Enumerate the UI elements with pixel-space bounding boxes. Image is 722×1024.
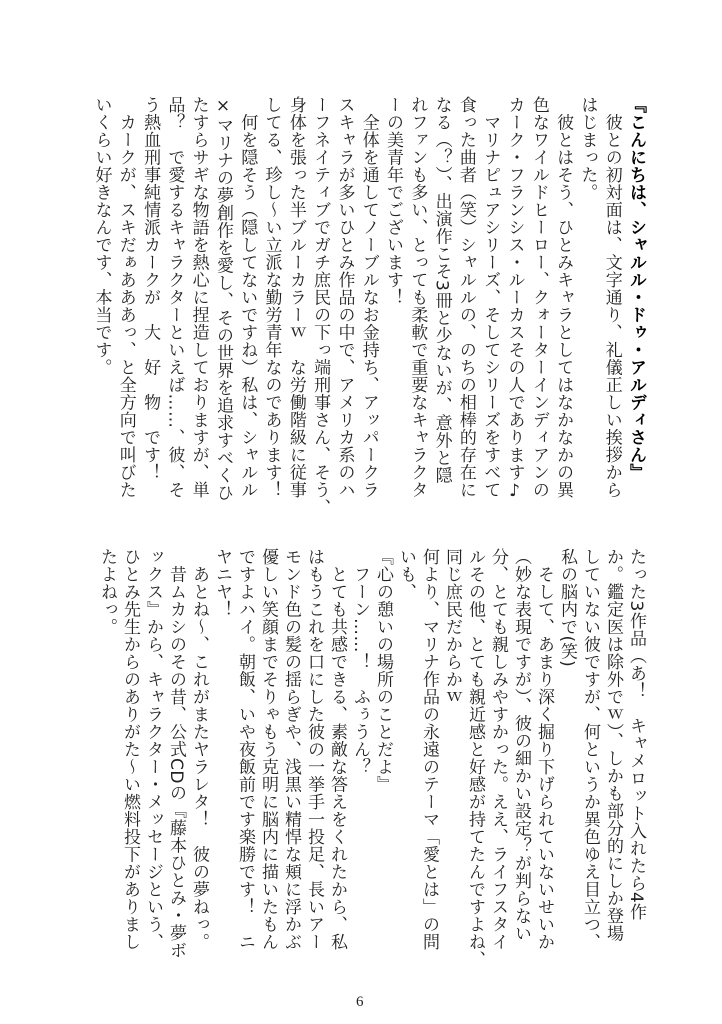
- text-line: 何を隠そう（隠してないですね）私は、シャルル: [237, 96, 258, 499]
- text-line: いも、: [396, 548, 416, 601]
- text-line: ルその他、とても親近感と好感が持てたんですよね、: [465, 548, 485, 968]
- text-line: れファンも多い、とっても柔軟で重要なキャラクタ: [407, 96, 428, 499]
- text-line: う熱血刑事純情派カークが 大 好 物 です！: [140, 96, 161, 481]
- text-line: たった3作品（あ！ キャメロット入れたら4作: [626, 548, 646, 921]
- text-line: 優しい笑顔までそりゃもう克明に脳内に描いたもん: [258, 548, 278, 951]
- text-line: カークが、スキだぁあああっ、と全方向で叫びた: [115, 96, 136, 499]
- text-line: ですよハイ。朝飯、いや夜飯前です楽勝です！ ニ: [235, 548, 255, 951]
- text-line: 分、とても親しみやすかった。ええ、ライフスタイ: [488, 548, 508, 951]
- text-line: スキャラが多いひとみ作品の中で、アメリカ系のハ: [334, 96, 355, 499]
- text-line: 彼との初対面は、文字通り、礼儀正しい挨拶から: [601, 96, 622, 499]
- text-line: ーの美青年でございます！: [383, 96, 404, 306]
- text-line: いくらい好きなんです、本当です。: [91, 96, 112, 376]
- text-line: 『心の憩いの場所のことだよ』: [373, 548, 393, 793]
- text-line: なる（？）、出演作こそ3冊と少ないが、意外と隠: [431, 96, 452, 484]
- text-line: （妙な表現ですが）、彼の細かい設定？が判らない: [511, 548, 531, 942]
- text-line: 同じ庶民だからかｗ: [442, 548, 462, 706]
- article-title: 『こんにちは、シャルル・ドゥ・アルディさん』: [626, 96, 646, 481]
- text-line: はもうこれを口にした彼の一挙手一投足、長いアー: [304, 548, 324, 951]
- text-line: たよねっ。: [97, 548, 117, 636]
- page-number: 6: [356, 994, 364, 1010]
- text-line: ひとみ先生からのありがた～い燃料投下がありまし: [120, 548, 140, 951]
- upper-text-block: [85, 96, 644, 516]
- text-line: マリナピュアシリーズ、そしてシリーズをすべて: [480, 96, 501, 499]
- text-line: 食った曲者（笑）シャルルの、のちの相棒的存在に: [455, 96, 476, 499]
- text-line: はじまった。: [577, 96, 598, 201]
- lower-text-block: [92, 548, 644, 968]
- text-line: 全体を通してノーブルなお金持ち、アッパークラ: [358, 96, 379, 499]
- text-line: 身体を張った半ブルーカラーｗ な労働階級に従事: [285, 96, 306, 499]
- text-line: ×マリナの夢創作を愛し、その世界を追求すべくひ: [212, 96, 233, 502]
- text-line: フーン……！ ふぅうん？: [350, 548, 370, 776]
- text-line: ヤニヤ！: [212, 548, 232, 618]
- text-line: ックス』から、キャラクター・メッセージという、: [143, 548, 163, 951]
- text-line: とても共感できる、素敵な答えをくれたから、私: [327, 548, 347, 951]
- text-line: 何より、マリナ作品の永遠のテーマ「愛とは」の問: [419, 548, 439, 951]
- text-line: たすらサギな物語を熱心に捏造しておりますが、単: [188, 96, 209, 499]
- text-line: 品？ で愛するキャラクターといえば……、彼、そ: [164, 96, 185, 499]
- text-line: そして、あまり深く掘り下げられていないせいか: [534, 548, 554, 951]
- text-line: ーフネイティブでガチ庶民の下っ端刑事さん、そう、: [310, 96, 331, 516]
- text-line: か。鑑定医は除外でｗ）、しかも部分的にしか登場: [603, 548, 623, 942]
- text-line: していない彼ですが、何というか異色ゆえ目立つ、: [580, 548, 600, 951]
- text-line: してる、珍し～い立派な勤労青年なのであります！: [261, 96, 282, 499]
- text-line: カーク・フランシス・ルーカスその人であります♪: [504, 96, 525, 502]
- text-line: あとね～、これがまたヤラレタ！ 彼の夢ねっ。: [189, 548, 209, 951]
- text-line: 私の脳内で(笑): [557, 548, 577, 668]
- text-line: 彼とはそう、ひとみキャラとしてはなかなかの異: [553, 96, 574, 499]
- text-line: モンド色の髪の揺らぎや、浅黒い精悍な頬に浮かぶ: [281, 548, 301, 951]
- text-line: 昔ムカシのその昔、公式CDの『藤本ひとみ・夢ボ: [166, 548, 186, 959]
- text-line: 色なワイルドヒーロー、クォーターインディアンの: [528, 96, 549, 499]
